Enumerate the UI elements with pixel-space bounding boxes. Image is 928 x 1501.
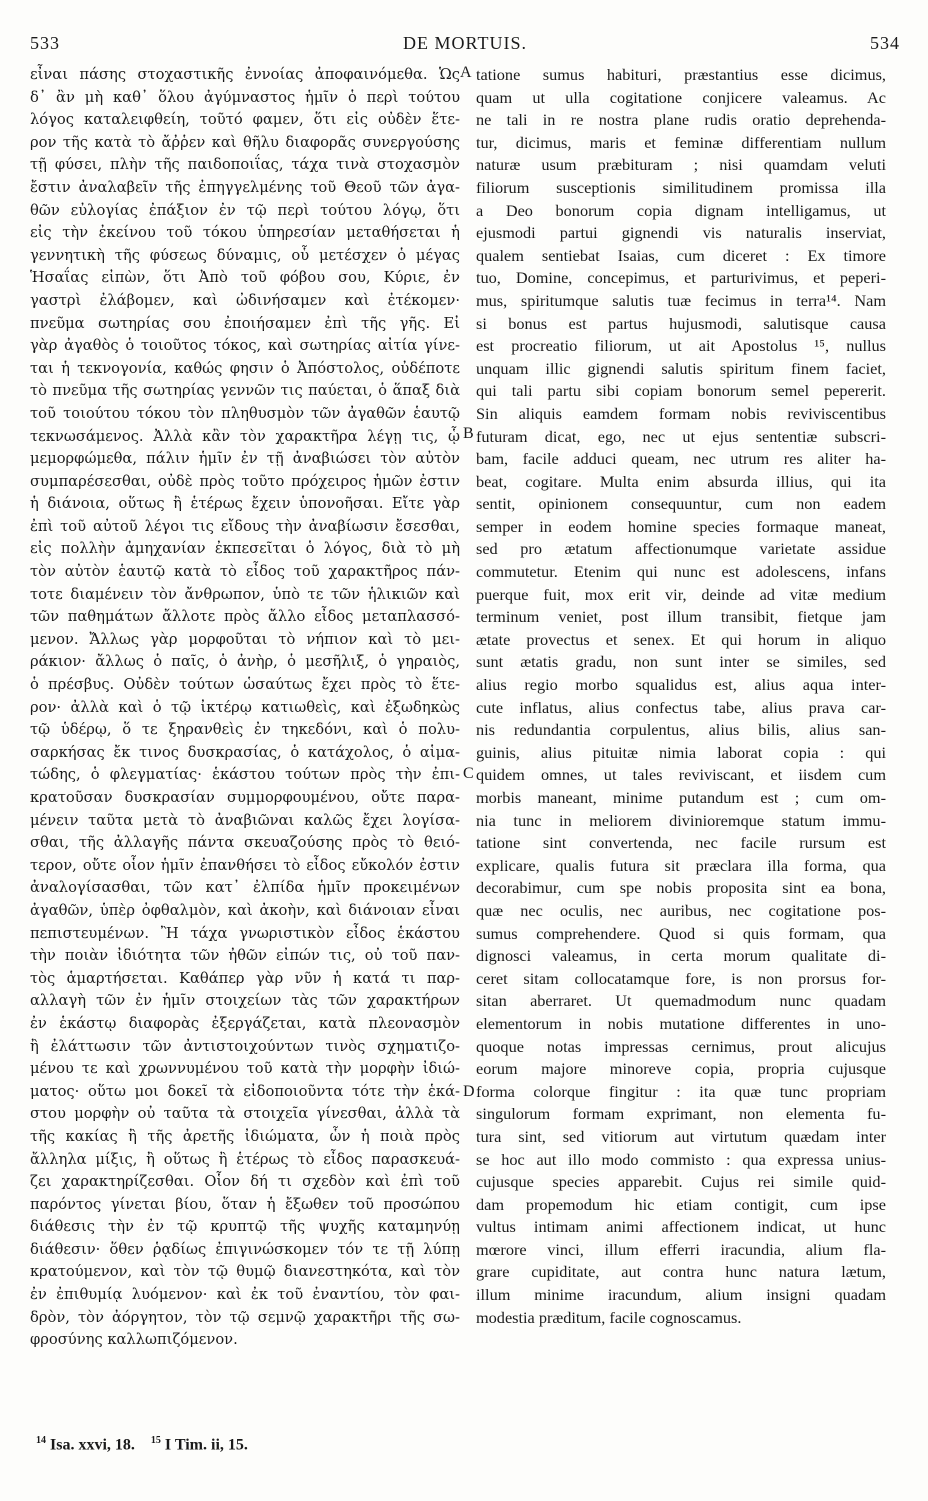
latin-text-line: ætate provectus et senex. Et qui horum in aliquo — [476, 629, 886, 649]
latin-text-line: tuo, Domine, concepimus, et parturivimus, et peperi- — [476, 268, 886, 288]
latin-text-line: grare cupiditate, aut contra hunc natura lætum, — [476, 1262, 886, 1282]
greek-text-line: ἐν ἑκάστῳ διαφορὰς ἐξεργάζεται, κατὰ πλεονασμὸν — [30, 1014, 460, 1032]
greek-text-line: τοῦ τοιούτου τόκου τὸν πληθυσμὸν τῶν ἀγαθῶν ἑαυτῷ — [30, 404, 460, 422]
greek-text-line: σθαι, τῆς ἀλλαγῆς πάντα σκευαζούσης πρὸς τὸ θειό- — [30, 834, 460, 852]
latin-text-line: ceret sitam collocatamque fore, is non prorsus for- — [476, 968, 886, 988]
greek-text-line: ἔστιν ἀναλαβεῖν τῆς ἐπηγγελμένης τοῦ Θεοῦ τῶν ἀγα- — [30, 178, 460, 196]
latin-text-line: qui tali partu sibi copiam bonorum semel pepererit. — [476, 381, 886, 401]
left-page-number: 533 — [30, 33, 60, 53]
latin-text-line: Sin aliquis eamdem formam nobis reviviscentibus — [476, 403, 886, 423]
latin-text-line: bam, facile adduci queam, nec utrum res aliter ha- — [476, 449, 886, 469]
greek-text-line: τερον, οὔτε οἷον ἡμῖν ἐπανθήσει τὸ εἶδος εὔκολόν ἐστιν — [30, 856, 460, 874]
greek-text-line: σαρκήσας ἔκ τινος δυσκρασίας, ὁ κατάχολος, ὁ αἱμα- — [30, 743, 460, 761]
latin-text-line: sunt ætatis gradu, non sunt inter se similes, sed — [476, 652, 886, 672]
greek-text-line: παρόντος γίνεται βίου, ὅταν ἡ ἔξωθεν τοῦ προσώπου — [30, 1195, 460, 1213]
greek-text-line: ἢ ἐλάττωσιν τῶν ἀντιστοιχούντων τινὸς σχηματιζο- — [30, 1037, 460, 1055]
latin-text-line: sumus comprehendere. Quod si quis formam, qua — [476, 923, 886, 943]
right-page-number: 534 — [870, 33, 900, 53]
latin-text-line: forma colorque fingitur : ita quæ tunc propriam — [476, 1081, 886, 1101]
running-title: DE MORTUIS. — [403, 33, 527, 53]
latin-text-line: tur, dicimus, maris et feminæ differentiam nullum — [476, 132, 886, 152]
greek-text-line: ζει χαρακτηρίζεσθαι. Οἷον δή τι σχεδὸν καὶ ἐπὶ τοῦ — [30, 1173, 460, 1191]
margin-letter-b: B — [463, 425, 474, 442]
greek-text-line: αλλαγὴ τῶν ἐν ἡμῖν στοιχείων τὰς τῶν χαρακτήρων — [30, 992, 460, 1010]
greek-text-line: ράκιον· ἄλλως ὁ παῖς, ὁ ἀνὴρ, ὁ μεσῆλιξ, ὁ γηραιὸς, — [30, 653, 460, 671]
latin-text-line: elementorum in nobis mutatione differentes in uno- — [476, 1013, 886, 1033]
latin-text-line: est procreatio filiorum, ut ait Apostolus ¹⁵, nullus — [476, 336, 886, 356]
greek-text-line: φροσύνης καλλωπιζόμενον. — [30, 1331, 238, 1349]
greek-text-line: μένου τε καὶ χρωννυμένου τοῦ κατὰ τὴν μορφὴν ἰδιώ- — [30, 1060, 460, 1078]
latin-text-line: ejusmodi partui gignendi vis naturalis inserviat, — [476, 223, 886, 243]
greek-text-line: ρον τῆς κατὰ τὸ ἄῤῥεν καὶ θῆλυ διαφορᾶς συνεργούσης — [30, 133, 460, 151]
footnote-14: Isa. xxvi, 18. — [50, 1436, 135, 1454]
latin-text-line: morbis maneant, minime putandum est ; cum om- — [476, 788, 886, 807]
latin-text-line: decorabimur, cum spe nobis proposita sint ea bona, — [476, 878, 886, 898]
greek-text-line: τὴν ποιὰν ἰδιότητα τῶν ἠθῶν εἰπών τις, οὐ τοῦ παν- — [30, 947, 460, 965]
page-header — [30, 33, 900, 59]
greek-text-line: στου μορφὴν οὐ ταῦτα τὰ στοιχεῖα γίνεσθαι, ἀλλὰ τὰ — [30, 1105, 460, 1123]
margin-letter-c: C — [463, 765, 474, 782]
greek-text-line: κρατοῦσαν δυσκρασίαν συμμορφουμένου, οὔτε παρα- — [30, 789, 460, 806]
greek-text-line: γὰρ ἀγαθὸς ὁ τοιοῦτος τόκος, καὶ σωτηρίας αἰτία γίνε- — [30, 337, 460, 355]
greek-text-line: τοτε διαμένειν τὸν ἄνθρωπον, ὑπὸ τε τῶν ἡλικιῶν καὶ — [30, 585, 460, 603]
latin-text-line: commutetur. Etenim qui nunc est adolescens, infans — [476, 562, 886, 582]
greek-text-line: τῆς κακίας ἢ τῆς ἀρετῆς ἰδιώματα, ὧν ἡ ποιὰ πρὸς — [30, 1127, 460, 1145]
latin-text-line: alius regio morbo squalidus est, alius aqua inter- — [476, 675, 886, 695]
greek-text-line: θῶν εὐλογίας ἐπάξιον ἐν τῷ περὶ τούτου λόγῳ, ὅτι — [30, 201, 460, 219]
latin-text-line: eorum majore minoreve copia, propria cujusque — [476, 1059, 886, 1079]
greek-text-line: λόγος καταλειφθείη, τοῦτό φαμεν, ὅτι εἰς οὐδὲν ἕτε- — [30, 111, 460, 129]
greek-text-line: διάθεσις τὴν ἐν τῷ κρυπτῷ τῆς ψυχῆς καταμηνύῃ — [30, 1218, 460, 1236]
latin-text-line: filiorum susceptionis similitudinem promissa illa — [476, 177, 886, 197]
latin-text-line: puerque fuit, mox erit vir, deinde ad vitæ medium — [476, 584, 886, 604]
greek-text-line: ὁ πρέσβυς. Οὐδὲν τούτων ὡσαύτως ἔχει πρὸς τὸ ἕτε- — [30, 676, 460, 694]
latin-text-line: explicare, qualis futura sit præclara illa forma, qua — [476, 855, 886, 875]
footnotes — [36, 1435, 248, 1454]
latin-text-line: cute inflatus, alius confectus tabe, alius prava car- — [476, 697, 886, 717]
latin-text-line: vultus intimam animi affectionem indicat, ut hunc — [476, 1217, 886, 1237]
greek-text-line: τῇ φύσει, πλὴν τῆς παιδοποιΐας, τάχα τινὰ στοχασμὸν — [30, 156, 460, 174]
latin-text-line: guinis, alius pituitæ nimia laborat copia : qui — [476, 742, 886, 762]
greek-text-line: πεπιστευμένων. Ἢ τάχα γνωριστικὸν εἶδος ἑκάστου — [30, 924, 460, 942]
latin-text-line: tura sint, sed vitiorum aut virtutum quædam inter — [476, 1126, 886, 1146]
margin-letter-a: A — [460, 64, 472, 81]
greek-text-line: ἐπὶ τοῦ αὐτοῦ λέγοι τις εἴδους τὴν ἀναβίωσιν ἔσεσθαι, — [30, 517, 460, 535]
latin-text-line: nia tunc in meliorem divinioremque statum immu- — [476, 810, 886, 830]
greek-text-line: κρατούμενον, καὶ τὸν τῷ θυμῷ διανεστηκότα, καὶ τὸν — [30, 1263, 460, 1281]
latin-text-line: sitan aberraret. Ut quemadmodum nunc quadam — [476, 991, 886, 1011]
footnote-14-mark: 14 — [36, 1435, 46, 1446]
greek-text-line: τῶν παθημάτων ἄλλοτε πρὸς ἄλλο εἶδος μεταπλασσό- — [30, 608, 460, 626]
latin-text-line: sed pro ætatum affectionumque varietate assidue — [476, 539, 886, 559]
greek-text-line: πνεῦμα σωτηρίας σου ἐποιήσαμεν ἐπὶ τῆς γῆς. Εἰ — [30, 314, 460, 332]
greek-text-line: μενον. Ἄλλως γὰρ μορφοῦται τὸ νήπιον καὶ τὸ μει- — [30, 630, 460, 648]
greek-text-line: ἡ διάνοια, οὕτως ἢ ἑτέρως ἔχειν ὑπονοῆσαι. Εἴτε γὰρ — [30, 495, 460, 513]
latin-text-line: dignosci valeamus, in certa morum qualitate di- — [476, 946, 886, 966]
greek-text-line: γαστρὶ ἐλάβομεν, καὶ ὠδινήσαμεν καὶ ἐτέκομεν· — [30, 291, 460, 309]
latin-text-line: tatione sint convertenda, nec facile rursum est — [476, 833, 886, 853]
greek-text-line: εἰς τὴν ἐκείνου τοῦ τόκου ὑπηρεσίαν μεταθήσεται ἡ — [30, 224, 460, 242]
greek-text-line: γεννητικὴ τῆς φύσεως δύναμις, οὗ μετέσχεν ὁ μέγας — [30, 246, 460, 264]
greek-text-line: τὸς ἁμαρτήσεται. Καθάπερ γὰρ νῦν ἡ κατά τι παρ- — [30, 969, 460, 987]
latin-text-line: nis redundantia corpulentus, alius bilis, alius san- — [476, 720, 886, 740]
latin-text-line: qualem sentiebat Isaias, cum diceret : Ex timore — [476, 245, 886, 265]
greek-text-line: ἐν ἐπιθυμίᾳ λυόμενον· καὶ ἐκ τοῦ ἐναντίου, τὸν φαι- — [30, 1286, 460, 1304]
latin-text-line: ne tali in re nostra plane rudis oratio deprehenda- — [476, 110, 886, 130]
latin-text-line: unquam illic gignendi salutis spiritum finem faciet, — [476, 358, 886, 378]
latin-text-line: semper in eodem homine species formaque maneat, — [476, 516, 886, 536]
latin-text-line: quæ nec oculis, nec auribus, nec cogitatione pos- — [476, 900, 886, 920]
latin-text-line: illum minime iracundum, alium insigni quadam — [476, 1285, 886, 1305]
greek-text-line: ρον· ἀλλὰ καὶ ὁ τῷ ἰκτέρῳ κατιωθεὶς, καὶ ἐξωδηκὼς — [30, 698, 460, 716]
latin-text-line: quidem omnes, ut tales reviviscant, et iisdem cum — [476, 765, 886, 785]
footnote-15-mark: 15 — [150, 1435, 161, 1446]
greek-text-line: διάθεσιν· ὅθεν ῥᾳδίως ἐπιγινώσκομεν τόν τε τῇ λύπῃ — [30, 1240, 460, 1258]
greek-text-line: δ᾽ ἂν μὴ καθ᾽ ὅλου ἀγύμναστος ἡμῖν ὁ περὶ τούτου — [30, 88, 460, 106]
latin-text-line: cujusque species apparebit. Cujus rei simile quid- — [476, 1172, 886, 1192]
footnote-15: I Tim. ii, 15. — [164, 1436, 248, 1454]
latin-text-line: a Deo bonorum copia dignam intelligamus, ut — [476, 200, 886, 220]
greek-text-line: ἀγαθῶν, ὑπὲρ ὀφθαλμὸν, καὶ ἀκοὴν, καὶ διάνοιαν εἶναι — [30, 901, 460, 919]
latin-text-line: si bonus est partus hujusmodi, salutisque causa — [476, 313, 886, 333]
latin-text-line: terminum veniet, post illum transibit, fietque jam — [476, 607, 886, 627]
greek-text-line: ἀναλογίσασθαι, τῶν κατ᾽ ἐλπίδα ἡμῖν προκειμένων — [30, 879, 460, 897]
latin-text-line: mus, spiritumque salutis tuæ fecimus in terra¹⁴. Nam — [476, 290, 886, 310]
greek-text-line: ματος· οὕτω μοι δοκεῖ τὰ εἰδοποιοῦντα τότε τὴν ἑκά- — [30, 1082, 460, 1100]
greek-text-line: εἰς πολλὴν ἀμηχανίαν ἐκπεσεῖται ὁ λόγος, διὰ τὸ μὴ — [30, 540, 460, 558]
greek-text-line: τώδης, ὁ φλεγματίας· ἑκάστου τούτων πρὸς τὴν ἐπι- — [30, 766, 460, 784]
latin-text-line: beat, cogitare. Multa enim absurda illius, qui ita — [476, 471, 886, 491]
greek-text-line: τῷ ὑδέρῳ, ὅ τε ξηρανθεὶς ἐν τηκεδόνι, καὶ ὁ πολυ- — [30, 721, 460, 739]
latin-text-line: futuram dicat, ego, nec ut ejus sententiæ subscri- — [476, 426, 886, 446]
greek-text-line: τεκνωσάμενος. Ἀλλὰ κἂν τὸν χαρακτῆρα λέγῃ τις, ᾧ — [30, 427, 460, 445]
latin-text-line: quoque notas impressas cernimus, prout alicujus — [476, 1036, 886, 1056]
greek-text-line: δρὸν, τὸν ἀόργητον, τὸν τῷ σεμνῷ χαρακτῆρι τῆς σω- — [30, 1308, 460, 1326]
greek-text-line: ἄλληλα μίξις, ἢ οὕτως ἢ ἑτέρως τὸ εἶδος παρασκευά- — [30, 1150, 460, 1168]
greek-text-line: εἶναι πάσης στοχαστικῆς ἐννοίας ἀποφαινόμεθα. Ὡς — [30, 66, 460, 83]
latin-column — [476, 64, 886, 1329]
latin-text-line: se hoc aut illo modo commisto : qua expressa unius- — [476, 1149, 886, 1169]
latin-text-line: naturæ usum præbituram ; nisi quamdam veluti — [476, 155, 886, 175]
greek-text-line: μένειν ταῦτα μετὰ τὸ ἀναβιῶναι καλῶς ἔχει λογίσα- — [30, 811, 460, 829]
latin-text-line: tatione sumus habituri, præstantius esse dicimus, — [476, 65, 886, 84]
latin-text-line: dam propemodum hic etiam contigit, cum ipse — [476, 1194, 886, 1214]
greek-text-line: συμπαρέσεσθαι, οὐδὲ πρὸς τοῦτο πρόχειρος ἡμῶν ἐστιν — [30, 472, 460, 490]
latin-text-line: modestia præditum, facile cognoscamus. — [476, 1307, 742, 1327]
greek-text-line: τὸ πνεῦμα τῆς σωτηρίας γεννῶν τις παύεται, ὁ ἅπαξ διὰ — [30, 382, 460, 400]
latin-text-line: sentit, opinionem consequuntur, cum non eadem — [476, 494, 886, 514]
latin-text-line: singulorum formam exprimant, non elementa fu- — [476, 1104, 886, 1124]
greek-text-line: Ἡσαΐας εἰπὼν, ὅτι Ἀπὸ τοῦ φόβου σου, Κύριε, ἐν — [30, 269, 460, 287]
greek-column — [30, 64, 460, 1352]
latin-text-line: quam ut ulla cogitatione conjicere valeamus. Ac — [476, 87, 886, 107]
margin-letter-d: D — [463, 1083, 475, 1100]
greek-text-line: μεμορφώμεθα, πάλιν ἡμῖν ἐν τῇ ἀναβιώσει τὸν αὐτὸν — [30, 450, 460, 468]
greek-text-line: ται ἡ τεκνογονία, καθώς φησιν ὁ Ἀπόστολος, οὐδέποτε — [30, 359, 460, 377]
latin-text-line: mœrore vinci, illum efferri iracundia, alium fla- — [476, 1239, 886, 1259]
greek-text-line: τὸν αὐτὸν ἑαυτῷ κατὰ τὸ εἶδος τοῦ χαρακτῆρος πάν- — [30, 563, 460, 581]
